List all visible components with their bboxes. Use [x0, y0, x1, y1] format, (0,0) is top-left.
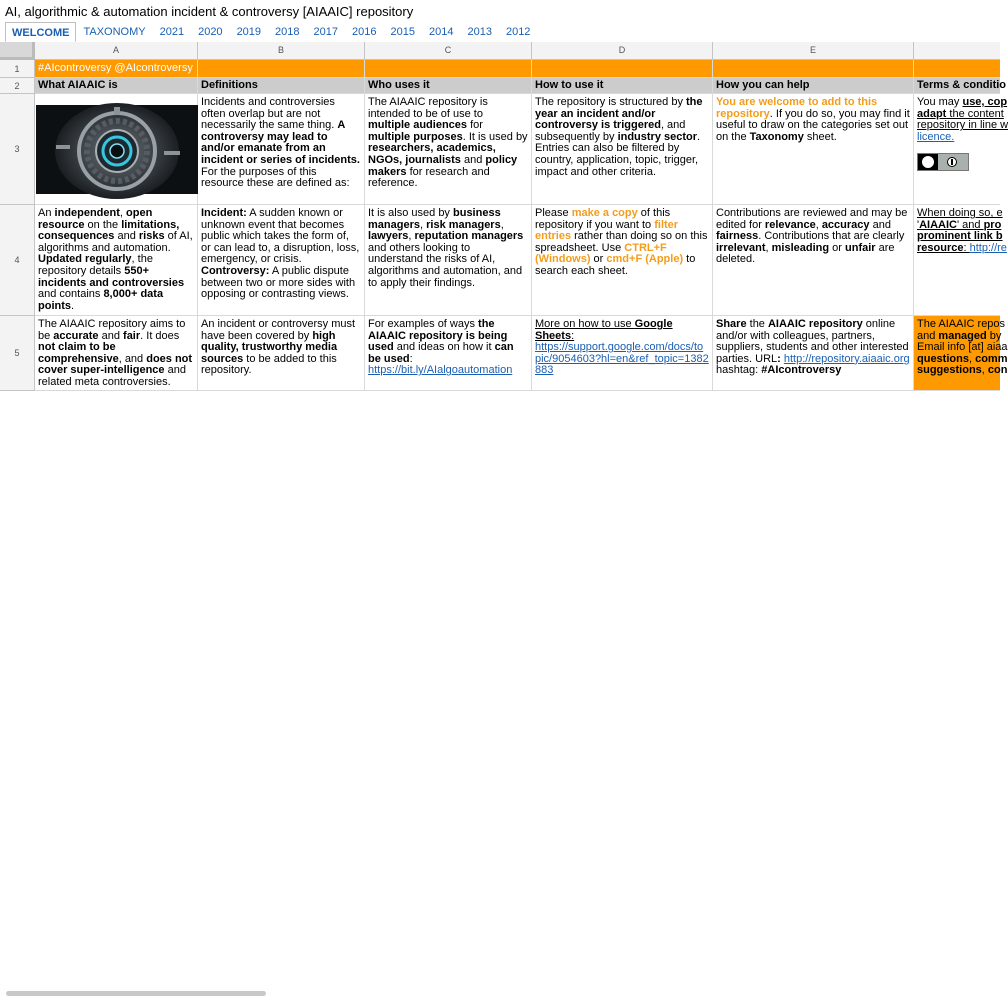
bold-text: the AIAAIC repository is being used: [368, 318, 508, 354]
tab-2020[interactable]: 2020: [198, 26, 223, 38]
bold-text: A controversy may lead to and/or emanate from an incident or series of incidents.: [201, 119, 360, 166]
tab-welcome[interactable]: WELCOME: [5, 22, 76, 42]
tab-2012[interactable]: 2012: [505, 26, 531, 38]
text: , the repository details: [38, 253, 153, 277]
text: of this repository if you want to: [535, 207, 671, 231]
text: A public dispute between two or more sides with opposing or contrasting views.: [201, 264, 356, 301]
text: ,: [981, 364, 988, 377]
bold-text: :: [777, 352, 781, 365]
cell-f1[interactable]: [914, 60, 1000, 78]
text: A sudden known or unknown event that becomes public which takes the form of, or can lead to, a disruption, loss, emergency, or crisis.: [201, 207, 360, 266]
cell-b5[interactable]: [198, 316, 365, 391]
cell-c1[interactable]: [365, 60, 532, 78]
bold-text: lawyers: [368, 230, 409, 243]
cell-c4[interactable]: [365, 205, 532, 316]
text: ,: [968, 352, 976, 365]
highlight-text: cmd+F (Apple): [606, 253, 684, 266]
bold-text: researchers, academics, NGOs, journalists: [368, 142, 496, 166]
cell-f4[interactable]: [914, 205, 1007, 316]
document-title[interactable]: AI, algorithmic & automation incident & controversy [AIAAIC] repository: [5, 4, 414, 19]
cell-d2[interactable]: How to use it: [532, 78, 713, 94]
bold-text: high quality, trustworthy media sources: [201, 329, 338, 365]
select-all-corner[interactable]: [0, 42, 35, 60]
text: . It is used by: [462, 130, 528, 143]
text: the content: [946, 107, 1004, 120]
bold-text: relevance: [764, 218, 816, 231]
highlight-text: You are welcome to add to this repository: [716, 96, 878, 120]
bold-text: Incident:: [201, 207, 247, 219]
column-header-d[interactable]: D: [532, 42, 713, 60]
column-header-c[interactable]: C: [365, 42, 532, 60]
text: ' and: [957, 218, 984, 231]
cell-a2[interactable]: What AIAAIC is: [35, 78, 198, 94]
bold-text: #AIcontroversy: [761, 364, 842, 377]
bold-text: multiple purposes: [368, 130, 463, 143]
cell-d3[interactable]: [532, 94, 713, 205]
text: . Contributions that are clearly: [758, 230, 905, 243]
bold-text: Google Sheets: [535, 318, 673, 342]
text: and contains: [38, 288, 104, 301]
text: , and subsequently by: [535, 119, 686, 143]
bold-text: use, cop: [962, 96, 1008, 108]
bitly-link[interactable]: https://bit.ly/AIalgoautomation: [368, 364, 513, 377]
cell-e1[interactable]: [713, 60, 914, 78]
cell-c2[interactable]: Who uses it: [365, 78, 532, 94]
text: and: [460, 153, 486, 166]
cell-f3[interactable]: [914, 94, 1008, 205]
bold-text: con: [987, 364, 1008, 377]
cell-a4[interactable]: [35, 205, 198, 316]
text: More on how to use: [535, 318, 635, 330]
repository-url-link[interactable]: http://repository.aiaaic.org: [783, 352, 910, 365]
bold-text: fairness: [716, 230, 759, 243]
cell-f5[interactable]: [914, 316, 1008, 391]
tab-2017[interactable]: 2017: [313, 26, 339, 38]
text: . It does: [140, 329, 180, 342]
bold-text: risks: [138, 230, 165, 243]
bold-text: prominent link b: [917, 230, 1003, 243]
bold-text: Controversy:: [201, 264, 270, 277]
tab-taxonomy[interactable]: TAXONOMY: [83, 26, 146, 38]
bold-text: risk managers: [426, 218, 501, 231]
text: and related meta controversies.: [38, 364, 186, 388]
text: . If you do so, you may find it useful to draw on the categories set out on the: [716, 107, 910, 143]
text: and: [869, 218, 891, 231]
tab-2021[interactable]: 2021: [159, 26, 185, 38]
text: sheet.: [803, 130, 837, 143]
text: For the purposes of this resource these are defined as:: [201, 165, 350, 190]
bold-text: multiple audiences: [368, 119, 468, 132]
text: ,: [419, 218, 427, 231]
text: and: [98, 329, 124, 342]
text: rather than doing so on this spreadsheet. Use: [535, 230, 708, 254]
column-header-e[interactable]: E: [713, 42, 914, 60]
licence-link[interactable]: licence.: [917, 130, 955, 143]
column-header-f[interactable]: [914, 42, 1000, 60]
cell-e4[interactable]: [713, 205, 914, 316]
text: on the: [84, 218, 122, 231]
cell-e5[interactable]: [713, 316, 914, 391]
bold-text: unfair: [845, 241, 876, 254]
text: .: [71, 299, 75, 312]
text: and: [114, 230, 139, 243]
bold-text: resource: [917, 241, 964, 254]
bold-text: reputation managers: [414, 230, 524, 243]
text: and: [917, 329, 939, 342]
text: An incident or controversy must have been covered by: [201, 318, 356, 342]
cell-b1[interactable]: [198, 60, 365, 78]
bold-text: 550+ incidents and controversies: [38, 264, 185, 289]
creative-commons-badge[interactable]: [917, 153, 969, 171]
highlight-text: filter entries: [535, 218, 679, 243]
text: of AI, algorithms and automation.: [38, 230, 193, 254]
text: Email info [at] aiaa: [917, 341, 1008, 354]
text: Incidents and controversies often overlap but are not necessarily the same thing.: [201, 96, 338, 132]
text: ,: [765, 241, 772, 254]
tab-2016[interactable]: 2016: [352, 26, 377, 38]
bold-text: AIAAIC repository: [767, 318, 863, 330]
text: repository in line w: [917, 119, 1008, 132]
text: The AIAAIC repository aims to be: [38, 318, 186, 342]
bold-text: the year an incident and/or controversy is triggered: [535, 96, 703, 132]
cell-b4[interactable]: [198, 205, 365, 316]
text: , and: [118, 352, 147, 365]
text: Contributions are reviewed and may be edited for: [716, 207, 908, 231]
text: :: [963, 241, 970, 254]
bold-text: pro: [983, 218, 1002, 231]
bold-text: industry sector: [617, 130, 698, 143]
bold-text: fair: [123, 329, 141, 342]
cell-f2[interactable]: Terms & conditio: [914, 78, 1000, 94]
text: to be added to this repository.: [201, 352, 337, 377]
text: The AIAAIC repository is intended to be of use to: [368, 96, 488, 120]
cell-c3[interactable]: [365, 94, 532, 205]
text: . Entries can also be filtered by country, application, topic, trigger, impact and other criteria.: [535, 130, 701, 178]
text: to search each sheet.: [535, 253, 696, 277]
bold-text: misleading: [771, 241, 830, 254]
cell-d5[interactable]: [532, 316, 713, 391]
text: by: [986, 329, 1002, 342]
bold-text: irrelevant: [716, 241, 766, 254]
sheet-tabs: [5, 22, 537, 42]
bold-text: not claim to be comprehensive: [38, 341, 119, 365]
google-sheets-help-link[interactable]: https://support.google.com/docs/topic/9054603?hl=en&ref_topic=1382883: [535, 341, 709, 377]
bold-text: independent: [54, 207, 120, 219]
horizontal-scrollbar[interactable]: [6, 991, 266, 996]
text: For examples of ways: [368, 318, 479, 330]
text: It is also used by: [368, 207, 453, 219]
cell-e2[interactable]: How you can help: [713, 78, 914, 94]
bold-text: comm: [975, 352, 1008, 365]
tab-2014[interactable]: 2014: [428, 26, 454, 38]
text: for: [467, 119, 483, 132]
tab-2015[interactable]: 2015: [390, 26, 415, 38]
text: or: [829, 241, 846, 254]
column-header-a[interactable]: A: [35, 42, 198, 60]
text: An: [38, 207, 55, 219]
bold-text: can be used: [368, 341, 514, 365]
bold-text: does not cover super-intelligence: [38, 352, 193, 377]
text: online and/or with colleagues, partners, suppliers, students and other interested parties. URL: [716, 318, 909, 365]
text: ,: [815, 218, 822, 231]
cell-a1[interactable]: #AIcontroversy @AIcontroversy: [35, 60, 198, 78]
row-header-4[interactable]: 4: [0, 205, 35, 316]
text: are deleted.: [716, 241, 895, 266]
tab-2013[interactable]: 2013: [467, 26, 492, 38]
row-header-3[interactable]: 3: [0, 94, 35, 205]
bold-text: suggestions: [917, 364, 982, 377]
text: ': [917, 218, 920, 231]
cell-d4[interactable]: [532, 205, 713, 316]
text: ,: [500, 218, 504, 231]
bold-text: Updated regularly: [38, 253, 132, 266]
bold-text: business managers: [368, 207, 501, 231]
cell-e3[interactable]: [713, 94, 914, 205]
text: :: [409, 352, 413, 365]
text: and ideas on how it: [393, 341, 495, 354]
cell-b2[interactable]: Definitions: [198, 78, 365, 94]
row-header-5[interactable]: 5: [0, 316, 35, 391]
bold-text: questions: [917, 352, 969, 365]
highlight-text: make a copy: [571, 207, 638, 219]
text: the: [746, 318, 768, 330]
row-header-2[interactable]: 2: [0, 78, 35, 94]
text: You may: [917, 96, 963, 108]
robot-eye-image: [36, 105, 198, 194]
text: for research and reference.: [368, 165, 490, 190]
text: hashtag:: [716, 364, 762, 377]
text: When doing so, e: [917, 207, 1003, 219]
text: or: [590, 253, 607, 266]
column-header-b[interactable]: B: [198, 42, 365, 60]
bold-text: open resource: [38, 207, 153, 231]
bold-text: policy makers: [368, 153, 518, 178]
bold-text: Share: [716, 318, 747, 330]
cell-d1[interactable]: [532, 60, 713, 78]
highlight-text: CTRL+F (Windows): [535, 241, 667, 266]
bold-text: limitations, consequences: [38, 218, 180, 243]
bold-text: accurate: [53, 329, 99, 342]
text: Please: [535, 207, 572, 219]
text: and others looking to understand the risks of AI, algorithms and automation, and to apply their findings.: [368, 241, 523, 289]
cell-c5[interactable]: [365, 316, 532, 391]
cell-a5[interactable]: [35, 316, 198, 391]
cell-b3[interactable]: [198, 94, 365, 205]
bold-text: accuracy: [821, 218, 870, 231]
text: The repository is structured by: [535, 96, 687, 108]
bold-text: 8,000+ data points: [38, 288, 164, 312]
text: The AIAAIC repos: [917, 318, 1006, 330]
repository-link[interactable]: http://re: [969, 241, 1007, 254]
text: ,: [408, 230, 415, 243]
text: ,: [119, 207, 127, 219]
spreadsheet-grid: [0, 42, 1008, 391]
row-header-1[interactable]: 1: [0, 60, 35, 78]
tab-2019[interactable]: 2019: [236, 26, 262, 38]
bold-text: managed: [938, 329, 987, 342]
cc-by-icon: [918, 154, 968, 170]
bold-text: adapt: [917, 107, 947, 120]
bold-text: Taxonomy: [749, 130, 804, 143]
tab-2018[interactable]: 2018: [275, 26, 300, 38]
text: :: [571, 329, 575, 342]
bold-text: AIAAIC: [919, 218, 957, 231]
robot-eye-illustration: [36, 105, 198, 194]
